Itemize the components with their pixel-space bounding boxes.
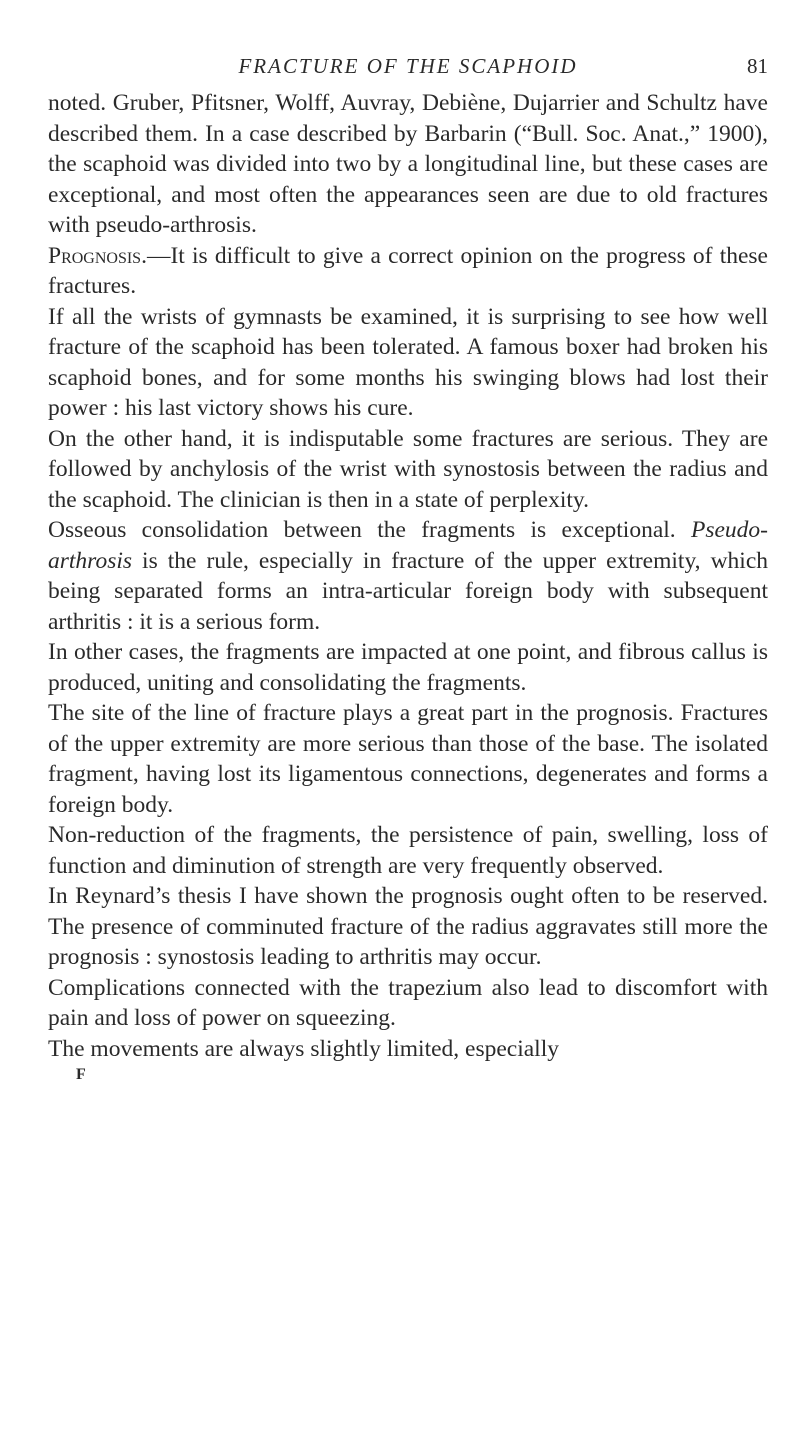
- running-title: FRACTURE OF THE SCAPHOID: [238, 54, 578, 78]
- paragraph-movements: The movements are always slightly limited, especially: [48, 1035, 559, 1062]
- paragraph-prognosis-text: —It is difficult to give a correct opinion on the progress of these fractures.: [48, 242, 768, 299]
- paragraph-continuation: noted. Gruber, Pfitsner, Wolff, Auvray, Debiène, Dujarrier and Schultz have described them. In a case described by Barbarin (“Bull. Soc. Anat.,” 1900), the scaphoid was divided into two by a longitudinal line, but these cases are exceptional, and most often the appearances seen are due to old fractures with pseudo-arthrosis.: [48, 90, 768, 238]
- paragraph-impacted: In other cases, the fragments are impacted at one point, and fibrous callus is produced, uniting and consolidating the fragments.: [48, 639, 768, 696]
- paragraph-consolidation-start: Osseous consolidation between the fragments is exceptional.: [48, 517, 691, 543]
- paragraph-gymnasts: If all the wrists of gymnasts be examined, it is surprising to see how well fracture of the scaphoid has been tolerated. A famous boxer had broken his scaphoid bones, and for some months his swinging blows had lost their power : his last victory shows his cure.: [48, 303, 768, 421]
- paragraph-prognosis: [48, 241, 768, 302]
- page-number: 81: [747, 54, 768, 78]
- paragraph-consolidation: [48, 515, 768, 637]
- book-page: [48, 52, 768, 1084]
- body-text: [48, 88, 768, 1064]
- signature-mark: F: [76, 1066, 86, 1083]
- paragraph-complications: Complications connected with the trapezium also lead to discomfort with pain and loss of power on squeezing.: [48, 974, 768, 1031]
- italic-term: Pseudo-arthrosis: [48, 517, 768, 574]
- paragraph-site: The site of the line of fracture plays a great part in the prognosis. Fractures of the upper extremity are more serious than those of the base. The isolated fragment, having lost its ligamentous connections, degenerates and forms a foreign body.: [48, 700, 768, 818]
- paragraph-non-reduction: Non-reduction of the fragments, the persistence of pain, swelling, loss of function and diminution of strength are very frequently observed.: [48, 822, 768, 879]
- paragraph-reynard: In Reynard’s thesis I have shown the prognosis ought often to be reserved. The presence of comminuted fracture of the radius aggravates still more the prognosis : synostosis leading to arthritis may occur.: [48, 883, 768, 970]
- paragraph-serious-fractures: On the other hand, it is indisputable some fractures are serious. They are followed by anchylosis of the wrist with synostosis between the radius and the scaphoid. The clinician is then in a state of perplexity.: [48, 425, 768, 513]
- section-label-prognosis: Prognosis.: [48, 242, 147, 269]
- paragraph-consolidation-rest: is the rule, especially in fracture of the upper extremity, which being separated forms an intra-articular foreign body with subsequent arthritis : it is a serious form.: [48, 547, 768, 635]
- running-head: [48, 52, 768, 82]
